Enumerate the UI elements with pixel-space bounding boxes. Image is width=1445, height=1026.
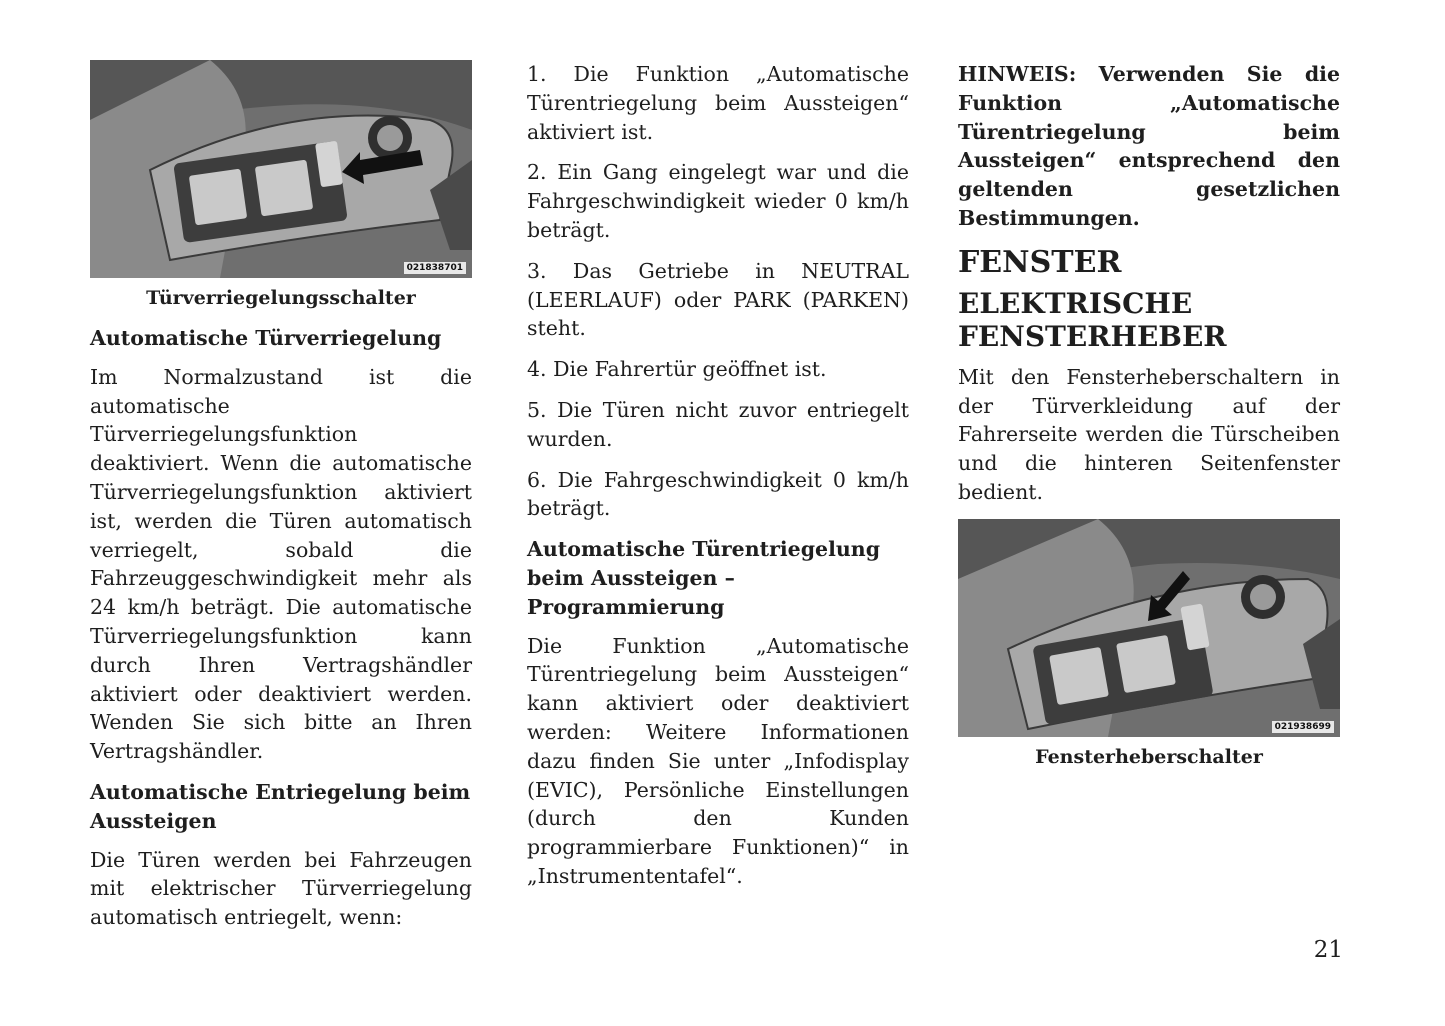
body-paragraph: Mit den Fensterheberschaltern in der Türverkleidung auf der Fahrerseite werden die Türscheiben und die hinteren Seitenfenster bedient.: [958, 364, 1340, 504]
list-item: 1. Die Funktion „Automatische Türentriegelung beim Aussteigen“ aktiviert ist.: [527, 62, 909, 144]
list-item: 4. Die Fahrertür geöffnet ist.: [527, 357, 827, 382]
door-lock-switch-figure: [90, 60, 472, 278]
figure-code: 021938699: [1272, 721, 1334, 733]
section-title: ELEKTRISCHE FENSTERHEBER: [958, 286, 1227, 353]
figure-caption: Fensterheberschalter: [1035, 745, 1263, 768]
note-paragraph: HINWEIS: Verwenden Sie die Funktion „Automatische Türentriegelung beim Aussteigen“ entsprechend den geltenden gesetzlichen Bestimmungen.: [958, 62, 1340, 230]
right-column: [958, 60, 1340, 783]
left-column: [90, 60, 472, 932]
door-panel-illustration: [90, 60, 472, 278]
body-paragraph: Im Normalzustand ist die automatische Türverriegelungsfunktion deaktiviert. Wenn die automatische Türverriegelungsfunktion aktiviert ist, werden die Türen automatisch verriegelt, sobald die Fahrzeuggeschwindigkeit mehr als 24 km/h beträgt. Die automatische Türverriegelungsfunktion kann durch Ihren Vertragshändler aktiviert oder deaktiviert werden. Wenden Sie sich bitte an Ihren Vertragshändler.: [90, 364, 472, 764]
list-item: 2. Ein Gang eingelegt war und die Fahrgeschwindigkeit wieder 0 km/h beträgt.: [527, 160, 909, 242]
middle-column: [527, 60, 909, 891]
figure-caption: Türverriegelungsschalter: [146, 287, 416, 309]
section-heading: Automatische Türentriegelung beim Aussteigen – Programmierung: [527, 537, 881, 619]
page-number: 21: [1313, 937, 1343, 963]
door-panel-illustration: [958, 519, 1340, 737]
section-heading: Automatische Entriegelung beim Aussteigen: [90, 779, 471, 833]
list-item: 3. Das Getriebe in NEUTRAL (LEERLAUF) oder PARK (PARKEN) steht.: [527, 258, 909, 341]
figure-code: 021838701: [404, 262, 466, 274]
list-item: 5. Die Türen nicht zuvor entriegelt wurden.: [527, 397, 909, 451]
list-item: 6. Die Fahrgeschwindigkeit 0 km/h beträgt.: [527, 467, 909, 521]
body-paragraph: Die Funktion „Automatische Türentriegelung beim Aussteigen“ kann aktiviert oder deaktiviert werden: Weitere Informationen dazu finden Sie unter „Infodisplay (EVIC), Persönliche Einstellungen (durch den Kunden programmierbare Funktionen)“ in „Instrumententafel“.: [527, 633, 909, 888]
body-paragraph: Die Türen werden bei Fahrzeugen mit elektrischer Türverriegelung automatisch entriegelt, wenn:: [90, 847, 472, 930]
page-title: FENSTER: [958, 244, 1122, 280]
section-heading: Automatische Türverriegelung: [90, 326, 442, 350]
window-switch-figure: [958, 519, 1340, 737]
